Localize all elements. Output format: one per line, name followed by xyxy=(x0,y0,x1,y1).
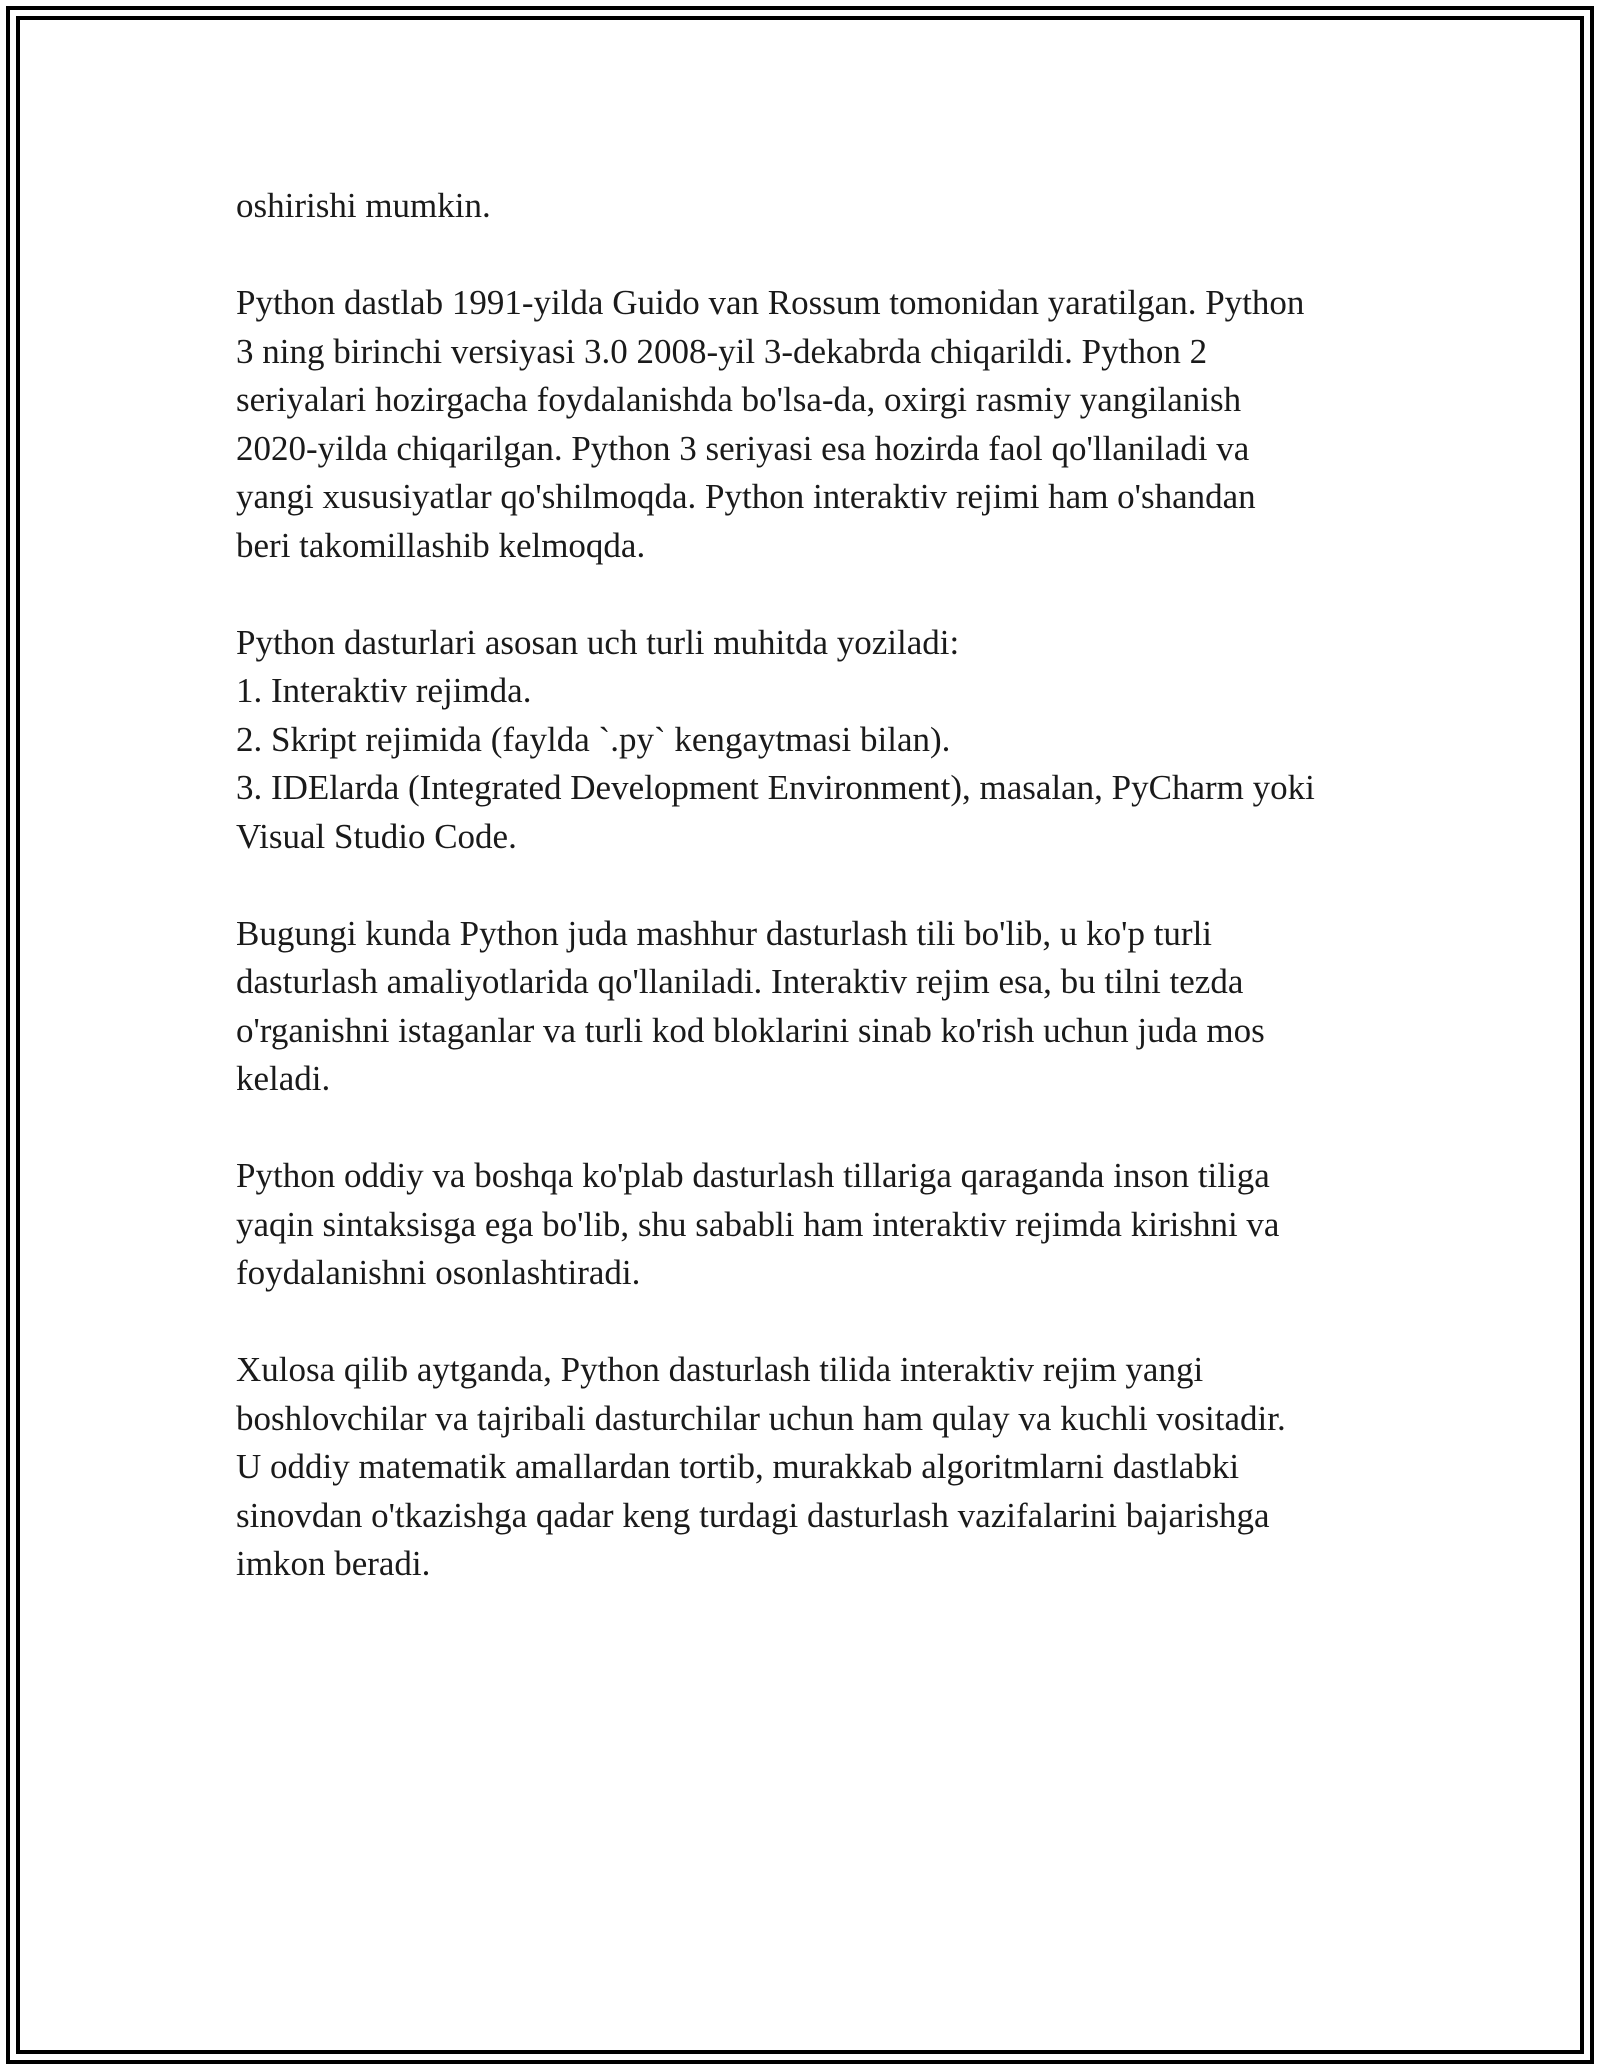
text-line: Python oddiy va boshqa ko'plab dasturlash tillariga qaraganda inson tiliga xyxy=(236,1156,1270,1195)
text-line: yangi xususiyatlar qo'shilmoqda. Python interaktiv rejimi ham o'shandan xyxy=(236,477,1256,516)
list-item: 3. IDElarda (Integrated Development Environment), masalan, PyCharm yoki xyxy=(236,768,1315,807)
text-line: boshlovchilar va tajribali dasturchilar uchun ham qulay va kuchli vositadir. xyxy=(236,1398,1286,1438)
text-line: oshirishi mumkin. xyxy=(236,186,491,225)
paragraph-continuation xyxy=(236,182,1386,231)
text-line: dasturlash amaliyotlarida qo'llaniladi. Interaktiv rejim esa, bu tilni tezda xyxy=(236,962,1244,1001)
text-line: Xulosa qilib aytganda, Python dasturlash tilida interaktiv rejim yangi xyxy=(236,1350,1204,1389)
text-line: imkon beradi. xyxy=(236,1544,431,1583)
text-line: seriyalari hozirgacha foydalanishda bo'lsa-da, oxirgi rasmiy yangilanish xyxy=(236,380,1242,419)
paragraph-conclusion xyxy=(236,1346,1386,1589)
text-line: beri takomillashib kelmoqda. xyxy=(236,525,646,565)
text-line: 2020-yilda chiqarilgan. Python 3 seriyasi esa hozirda faol qo'llaniladi va xyxy=(236,428,1250,468)
text-line: sinovdan o'tkazishga qadar keng turdagi dasturlash vazifalarini bajarishga xyxy=(236,1495,1270,1535)
paragraph-history xyxy=(236,279,1386,570)
text-line: yaqin sintaksisga ega bo'lib, shu sababli ham interaktiv rejimda kirishni va xyxy=(236,1204,1280,1244)
list-item: 2. Skript rejimida (faylda `.py` kengaytmasi bilan). xyxy=(236,719,951,759)
text-line: U oddiy matematik amallardan tortib, murakkab algoritmlarni dastlabki xyxy=(236,1447,1240,1486)
text-line: keladi. xyxy=(236,1059,331,1098)
text-line: Bugungi kunda Python juda mashhur dasturlash tili bo'lib, u ko'p turli xyxy=(236,913,1213,953)
paragraph-popularity xyxy=(236,910,1386,1104)
text-line: 3 ning birinchi versiyasi 3.0 2008-yil 3-dekabrda chiqarildi. Python 2 xyxy=(236,331,1208,371)
text-line: Python dastlab 1991-yilda Guido van Rossum tomonidan yaratilgan. Python xyxy=(236,283,1305,322)
paragraph-environments xyxy=(236,619,1386,862)
text-line: o'rganishni istaganlar va turli kod bloklarini sinab ko'rish uchun juda mos xyxy=(236,1010,1265,1050)
text-line: foydalanishni osonlashtiradi. xyxy=(236,1253,641,1292)
document-body xyxy=(236,182,1386,1637)
text-line: Visual Studio Code. xyxy=(236,816,517,856)
text-line: Python dasturlari asosan uch turli muhitda yoziladi: xyxy=(236,622,960,662)
paragraph-syntax xyxy=(236,1152,1386,1298)
list-item: 1. Interaktiv rejimda. xyxy=(236,671,532,710)
